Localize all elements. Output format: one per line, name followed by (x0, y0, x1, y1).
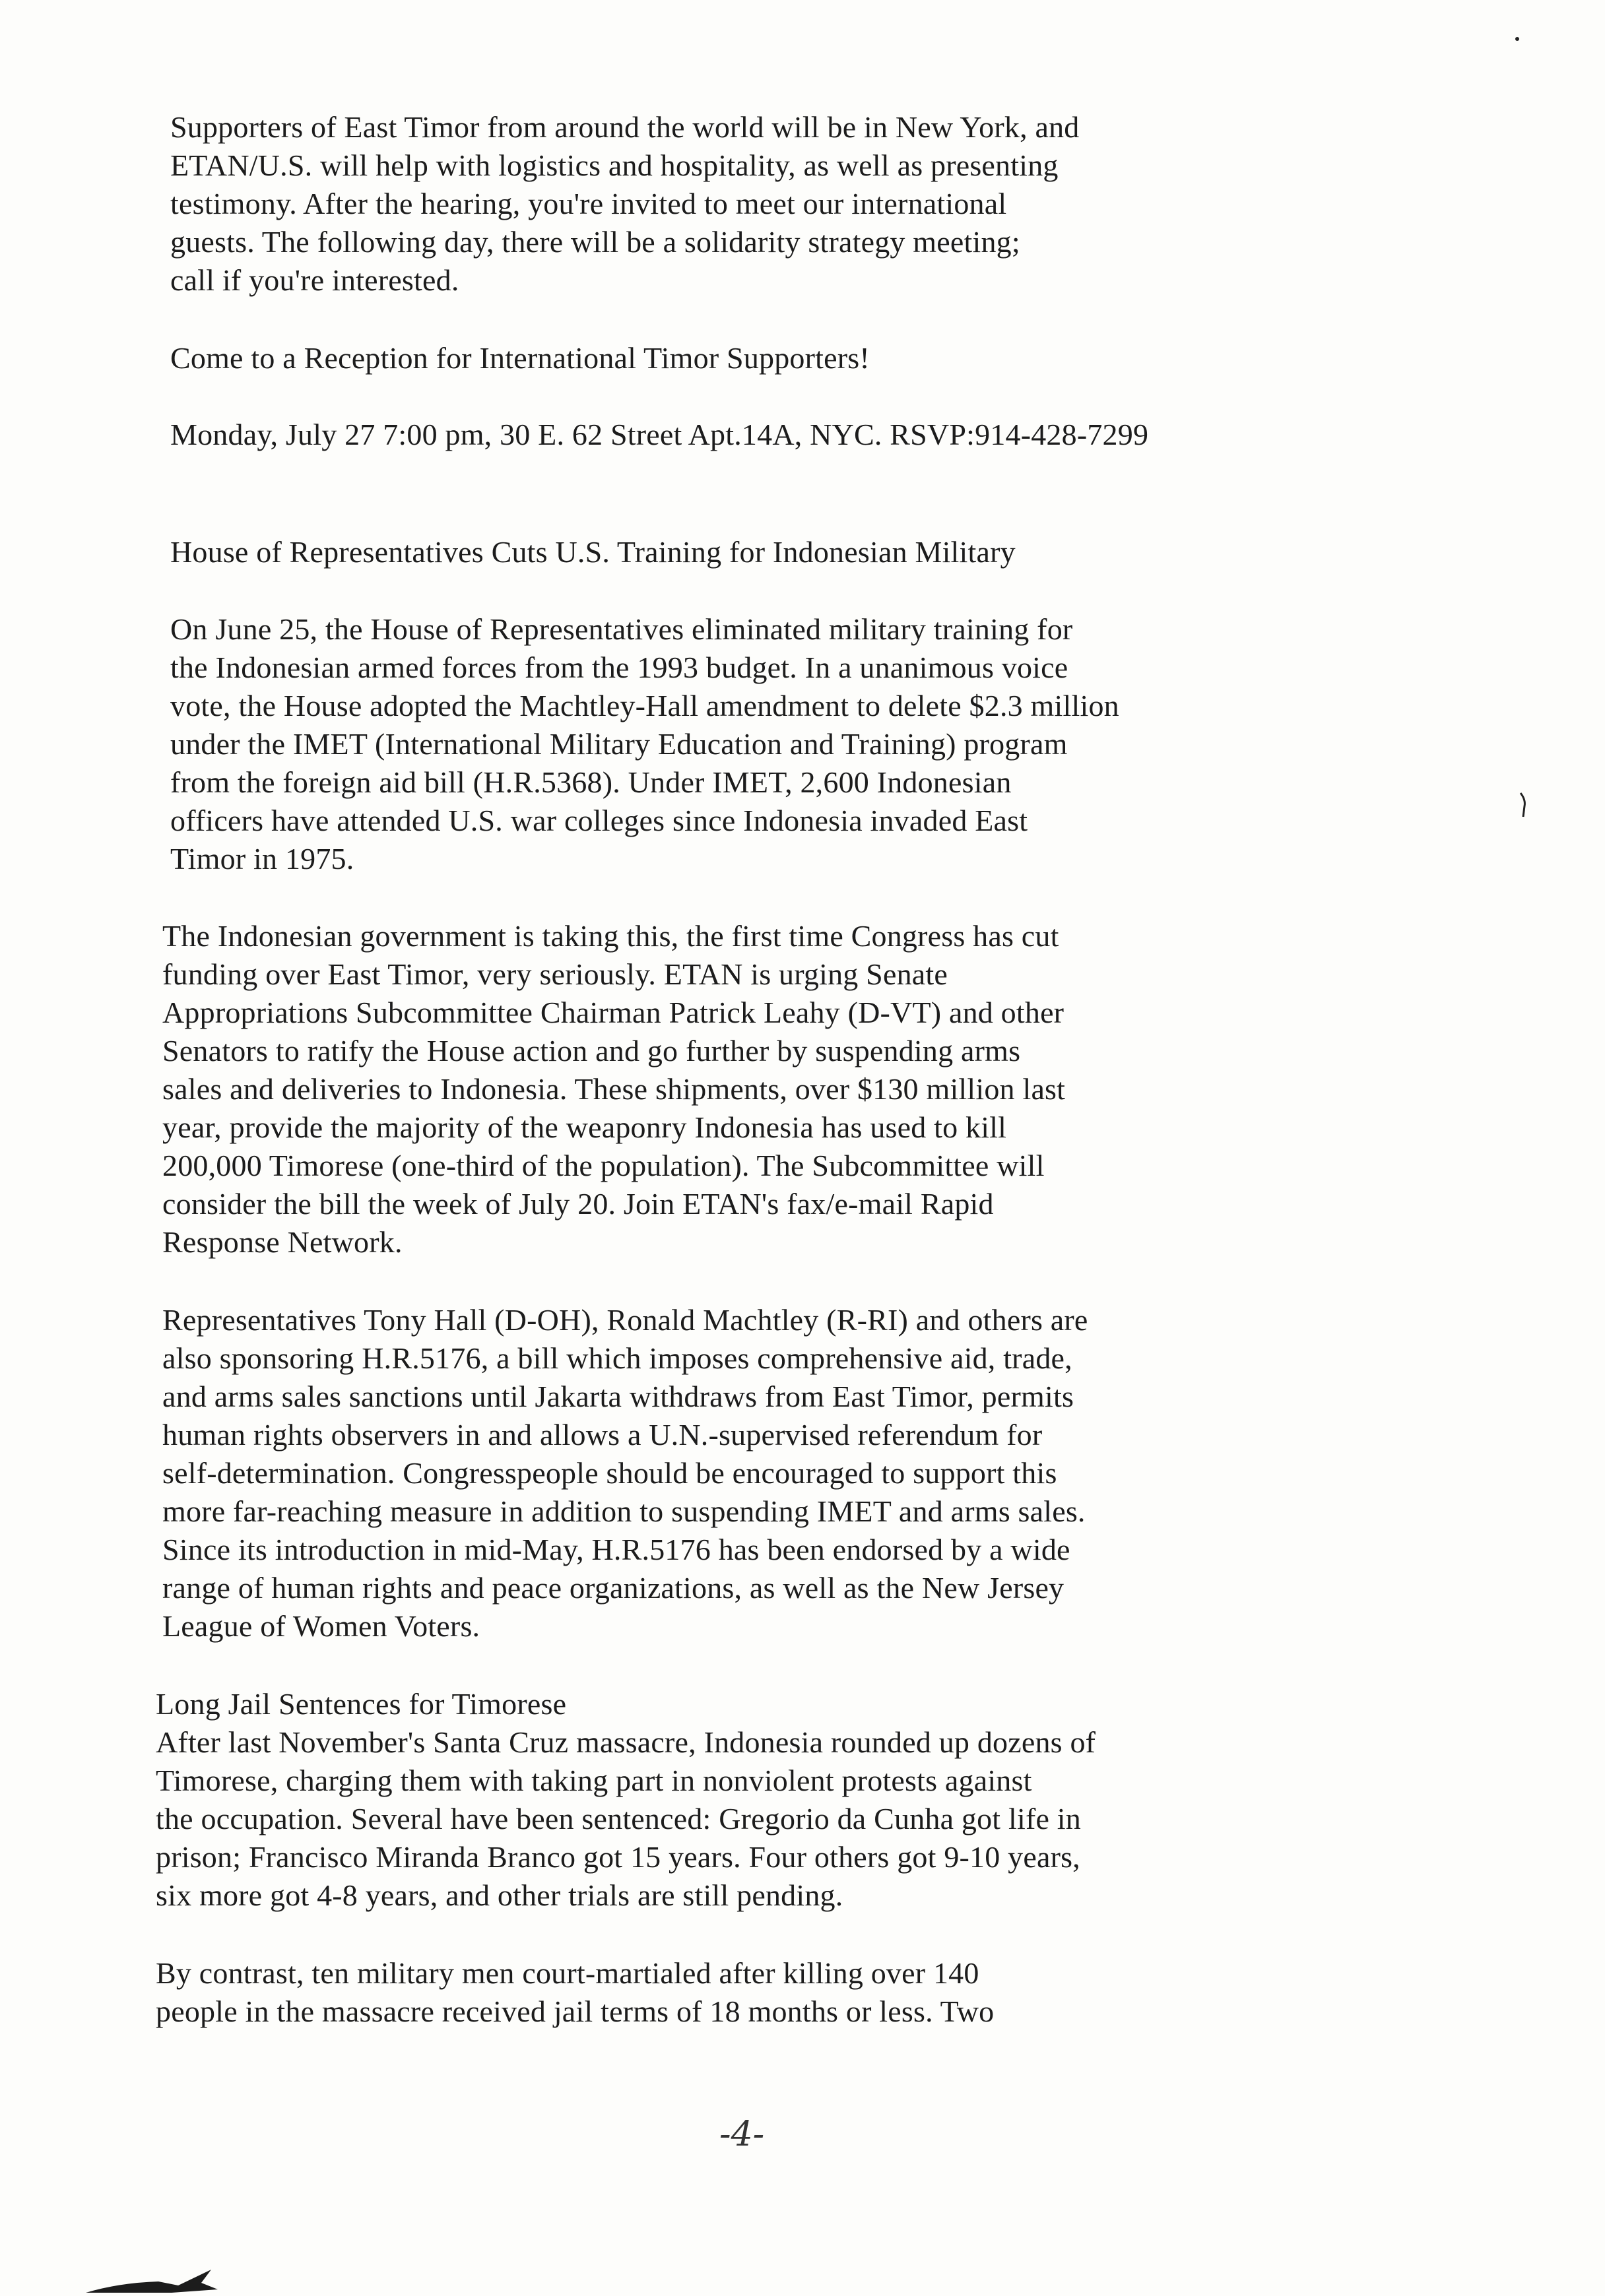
text-line: range of human rights and peace organizations, as well as the New Jersey (162, 1571, 1065, 1605)
text-line: more far-reaching measure in addition to suspending IMET and arms sales. (162, 1494, 1086, 1528)
text-line: The Indonesian government is taking this, the first time Congress has cut (162, 919, 1059, 953)
text-line: After last November's Santa Cruz massacre, Indonesia rounded up dozens of (156, 1725, 1096, 1759)
reception-details: Monday, July 27 7:00 pm, 30 E. 62 Street Apt.14A, NYC. RSVP:914-428-7299 (170, 418, 1149, 451)
text-line: vote, the House adopted the Machtley-Hall amendment to delete $2.3 million (170, 689, 1119, 722)
text-line: the Indonesian armed forces from the 1993 budget. In a unanimous voice (170, 651, 1068, 684)
text-line: funding over East Timor, very seriously. ETAN is urging Senate (162, 957, 948, 991)
text-line: and arms sales sanctions until Jakarta withdraws from East Timor, permits (162, 1380, 1074, 1413)
text-line: officers have attended U.S. war colleges since Indonesia invaded East (170, 804, 1028, 837)
text-line: consider the bill the week of July 20. Join ETAN's fax/e-mail Rapid (162, 1187, 994, 1221)
text-line: human rights observers in and allows a U.N.-supervised referendum for (162, 1418, 1043, 1451)
text-line: self-determination. Congresspeople should be encouraged to support this (162, 1456, 1057, 1490)
text-line: Response Network. (162, 1225, 403, 1259)
text-line: also sponsoring H.R.5176, a bill which imposes comprehensive aid, trade, (162, 1341, 1072, 1375)
scan-smudge (79, 2263, 238, 2296)
page-number: -4- (719, 2115, 765, 2154)
text-line: Senators to ratify the House action and go further by suspending arms (162, 1034, 1021, 1068)
section-heading: Long Jail Sentences for Timorese (156, 1687, 567, 1721)
text-line: Appropriations Subcommittee Chairman Patrick Leahy (D-VT) and other (162, 996, 1065, 1029)
text-line: testimony. After the hearing, you're invited to meet our international (170, 187, 1007, 220)
text-line: Timorese, charging them with taking part in nonviolent protests against (156, 1764, 1032, 1797)
reception-heading: Come to a Reception for International Timor Supporters! (170, 341, 870, 375)
text-line: Supporters of East Timor from around the world will be in New York, and (170, 110, 1080, 144)
text-line: the occupation. Several have been sentenced: Gregorio da Cunha got life in (156, 1802, 1081, 1835)
text-line: prison; Francisco Miranda Branco got 15 years. Four others got 9-10 years, (156, 1840, 1080, 1874)
text-line: sales and deliveries to Indonesia. These shipments, over $130 million last (162, 1072, 1066, 1106)
scan-speck (1515, 37, 1519, 41)
text-line: Representatives Tony Hall (D-OH), Ronald Machtley (R-RI) and others are (162, 1303, 1088, 1337)
text-line: League of Women Voters. (162, 1609, 480, 1643)
text-line: under the IMET (International Military Education and Training) program (170, 727, 1068, 761)
text-line: Timor in 1975. (170, 842, 354, 876)
text-line: ETAN/U.S. will help with logistics and hospitality, as well as presenting (170, 148, 1059, 182)
text-line: On June 25, the House of Representatives eliminated military training for (170, 612, 1073, 646)
text-line: call if you're interested. (170, 263, 459, 297)
text-line: from the foreign aid bill (H.R.5368). Under IMET, 2,600 Indonesian (170, 765, 1012, 799)
text-line: people in the massacre received jail terms of 18 months or less. Two (156, 1994, 995, 2028)
text-line: Since its introduction in mid-May, H.R.5176 has been endorsed by a wide (162, 1533, 1070, 1566)
text-line: 200,000 Timorese (one-third of the population). The Subcommittee will (162, 1149, 1045, 1182)
text-line: six more got 4-8 years, and other trials are still pending. (156, 1878, 843, 1912)
section-heading: House of Representatives Cuts U.S. Training for Indonesian Military (170, 535, 1016, 569)
text-line: guests. The following day, there will be a solidarity strategy meeting; (170, 225, 1020, 259)
scan-mark (1519, 792, 1528, 818)
text-line: year, provide the majority of the weaponry Indonesia has used to kill (162, 1110, 1007, 1144)
text-line: By contrast, ten military men court-martialed after killing over 140 (156, 1956, 979, 1990)
